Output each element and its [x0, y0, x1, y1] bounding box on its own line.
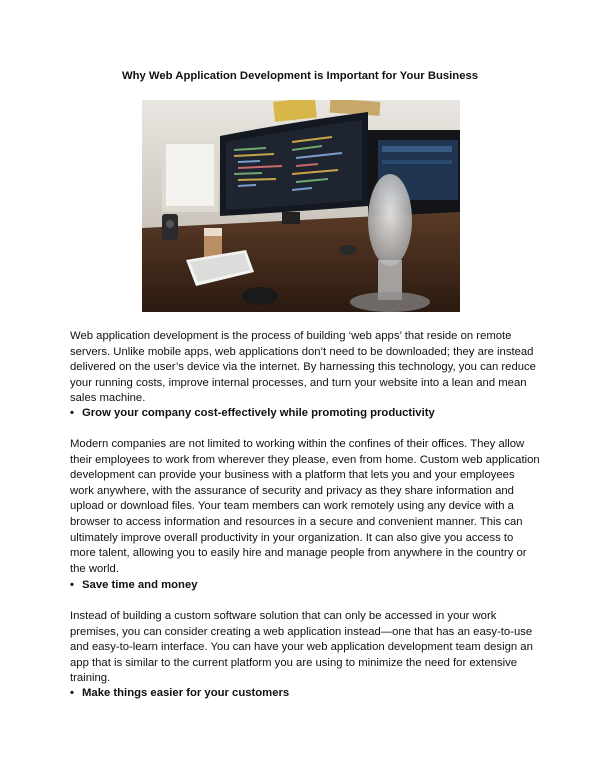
document-title: Why Web Application Development is Important for Your Business [121, 70, 479, 82]
section-heading [70, 686, 540, 701]
bullet-icon: • [70, 687, 74, 699]
section-heading-text: Make things easier for your customers [82, 687, 290, 699]
section-heading [70, 406, 540, 421]
intro-paragraph: Web application development is the process of building ‘web apps’ that reside on remote servers. Unlike mobile apps, web applications don’t need to be downloaded; they are instead delivered on the user’s device via the internet. By harnessing this technology, you can reduce your running costs, improve internal processes, and turn your website into a lean and mean sales machine. [70, 330, 536, 405]
section-paragraph: Instead of building a custom software solution that can only be accessed in your work premises, you can consider creating a web application instead—one that has an easy-to-use and easy-to-learn interface. You can have your web application development team design an app that is similar to the current platform you are using to minimize the need for extensive training. [70, 610, 533, 685]
bullet-icon: • [70, 579, 74, 591]
section-paragraph: Modern companies are not limited to working within the confines of their offices. They allow their employees to work from wherever they please, even from home. Custom web application development can provide your business with a platform that lets you and your employees work anywhere, with the assurance of security and privacy as they share information and upload or download files. Your team members can work remotely using any device with a browser to access information and resources in a secure and convenient manner. This can ultimately improve overall productivity in your organization. It can also give you access to more talent, allowing you to easily hire and manage people from anywhere in the country or the world. [70, 438, 540, 575]
section-heading-text: Grow your company cost-effectively while promoting productivity [82, 407, 435, 419]
bullet-icon: • [70, 407, 74, 419]
section-heading-text: Save time and money [82, 579, 198, 591]
section-heading [70, 578, 540, 593]
workspace-photo [142, 100, 460, 312]
workspace-illustration [142, 100, 460, 312]
